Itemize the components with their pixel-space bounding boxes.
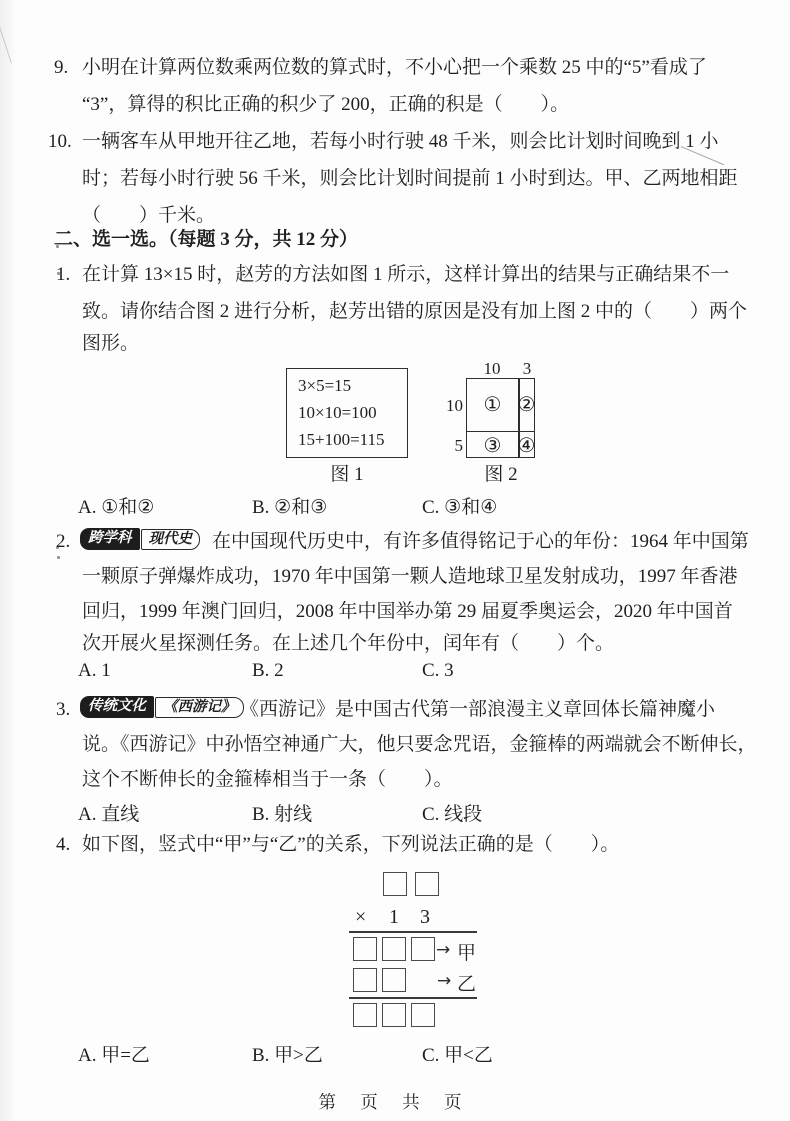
figure-2-horizontal-divider <box>467 431 534 433</box>
figure-1-equation-2: 10×10=100 <box>298 403 377 422</box>
multiplier-digit-3: 3 <box>420 906 430 928</box>
empty-digit-box <box>382 1003 406 1027</box>
figure-1-equation-3: 15+100=115 <box>298 430 385 449</box>
empty-digit-box <box>411 1003 435 1027</box>
figure-2-top-label-3: 3 <box>522 359 532 378</box>
question-9-line-1: 小明在计算两位数乘两位数的算式时，不小心把一个乘数 25 中的“5”看成了 <box>82 57 707 78</box>
question-1-option-b: B. ②和③ <box>252 497 328 518</box>
figure-2-cell-4: ④ <box>517 433 536 457</box>
figure-2-left-label-10: 10 <box>446 396 463 415</box>
scan-edge-shading <box>0 0 16 1121</box>
question-4-option-c: C. 甲<乙 <box>422 1045 493 1066</box>
empty-digit-box <box>353 968 377 992</box>
arrow-right-icon: → <box>437 971 452 991</box>
question-1-line-3: 图形。 <box>82 333 140 354</box>
multiplier-digit-1: 1 <box>389 906 399 928</box>
empty-digit-box <box>353 937 377 961</box>
question-3-option-a: A. 直线 <box>78 804 140 825</box>
figure-1-equation-1: 3×5=15 <box>298 376 352 395</box>
figure-1-caption: 图 1 <box>330 464 364 485</box>
figure-2-cell-2: ② <box>517 392 536 416</box>
question-10-line-3: （ ）千米。 <box>82 205 216 226</box>
page-footer: 第 页 共 页 <box>318 1092 472 1112</box>
question-9-number: 9. <box>54 57 69 78</box>
question-3-badge <box>80 695 244 719</box>
cross-subject-badge: 跨学科 <box>80 528 140 550</box>
question-2-option-a: A. 1 <box>78 660 111 681</box>
journey-to-the-west-badge: 《西游记》 <box>155 697 244 718</box>
question-1-number: 1. <box>56 264 71 285</box>
figure-2-cell-3: ③ <box>483 433 502 457</box>
multiplication-rule-line <box>349 931 477 933</box>
question-2-line-1: 在中国现代历史中，有许多值得铭记于心的年份：1964 年中国第 <box>212 531 749 552</box>
figure-1-box <box>286 368 408 458</box>
modern-history-badge: 现代史 <box>141 529 201 550</box>
question-10-line-1: 一辆客车从甲地开往乙地，若每小时行驶 48 千米，则会比计划时间晚到 1 小 <box>82 131 719 152</box>
empty-digit-box <box>415 872 439 896</box>
label-jia: 甲 <box>457 943 477 964</box>
question-1-option-c: C. ③和④ <box>422 497 498 518</box>
question-10-number: 10. <box>48 131 72 152</box>
empty-digit-box <box>411 937 435 961</box>
question-2-line-3: 回归，1999 年澳门回归，2008 年中国举办第 29 届夏季奥运会，2020 年中国首 <box>82 601 733 622</box>
section-2-header: 二、选一选。（每题 3 分，共 12 分） <box>54 229 359 250</box>
question-3-line-3: 这个不断伸长的金箍棒相当于一条（ ）。 <box>82 769 453 790</box>
arrow-right-icon: → <box>436 940 451 960</box>
question-4-number: 4. <box>56 834 71 855</box>
figure-2-cell-1: ① <box>483 392 502 416</box>
question-2-option-b: B. 2 <box>252 660 284 681</box>
question-4-option-a: A. 甲=乙 <box>78 1045 150 1066</box>
question-3-option-c: C. 线段 <box>422 804 483 825</box>
empty-digit-box <box>383 872 407 896</box>
question-4-option-b: B. 甲>乙 <box>252 1045 323 1066</box>
figure-2-top-label-10: 10 <box>483 359 501 378</box>
question-1-line-2: 致。请你结合图 2 进行分析，赵芳出错的原因是没有加上图 2 中的（ ）两个 <box>82 301 748 322</box>
question-2-line-4: 次开展火星探测任务。在上述几个年份中，闰年有（ ）个。 <box>82 633 615 654</box>
question-2-number: 2. <box>56 531 71 552</box>
question-1-option-a: A. ①和② <box>78 497 155 518</box>
question-10-line-2: 时；若每小时行驶 56 千米，则会比计划时间提前 1 小时到达。甲、乙两地相距 <box>82 168 738 189</box>
empty-digit-box <box>382 937 406 961</box>
question-2-badge <box>80 527 200 551</box>
question-2-line-2: 一颗原子弹爆炸成功，1970 年中国第一颗人造地球卫星发射成功，1997 年香港 <box>82 566 738 587</box>
scan-speck <box>57 556 60 559</box>
question-4-stem: 如下图，竖式中“甲”与“乙”的关系，下列说法正确的是（ ）。 <box>82 834 620 855</box>
question-3-line-2: 说。《西游记》中孙悟空神通广大，他只要念咒语，金箍棒的两端就会不断伸长， <box>82 734 757 755</box>
figure-2-left-label-5: 5 <box>454 436 463 455</box>
times-sign: × <box>355 906 367 928</box>
question-3-line-1: 《西游记》是中国古代第一部浪漫主义章回体长篇神魔小 <box>240 699 716 720</box>
traditional-culture-badge: 传统文化 <box>80 696 154 718</box>
question-2-option-c: C. 3 <box>422 660 454 681</box>
multiplication-rule-line <box>349 997 477 999</box>
question-3-number: 3. <box>56 699 71 720</box>
question-3-option-b: B. 射线 <box>252 804 313 825</box>
empty-digit-box <box>353 1003 377 1027</box>
figure-2-caption: 图 2 <box>484 464 518 485</box>
question-1-line-1: 在计算 13×15 时，赵芳的方法如图 1 所示，这样计算出的结果与正确结果不一 <box>82 264 730 285</box>
figure-2-grid <box>466 378 535 458</box>
empty-digit-box <box>382 968 406 992</box>
label-yi: 乙 <box>457 974 477 995</box>
question-9-line-2: “3”，算得的积比正确的积少了 200，正确的积是（ ）。 <box>82 94 570 115</box>
